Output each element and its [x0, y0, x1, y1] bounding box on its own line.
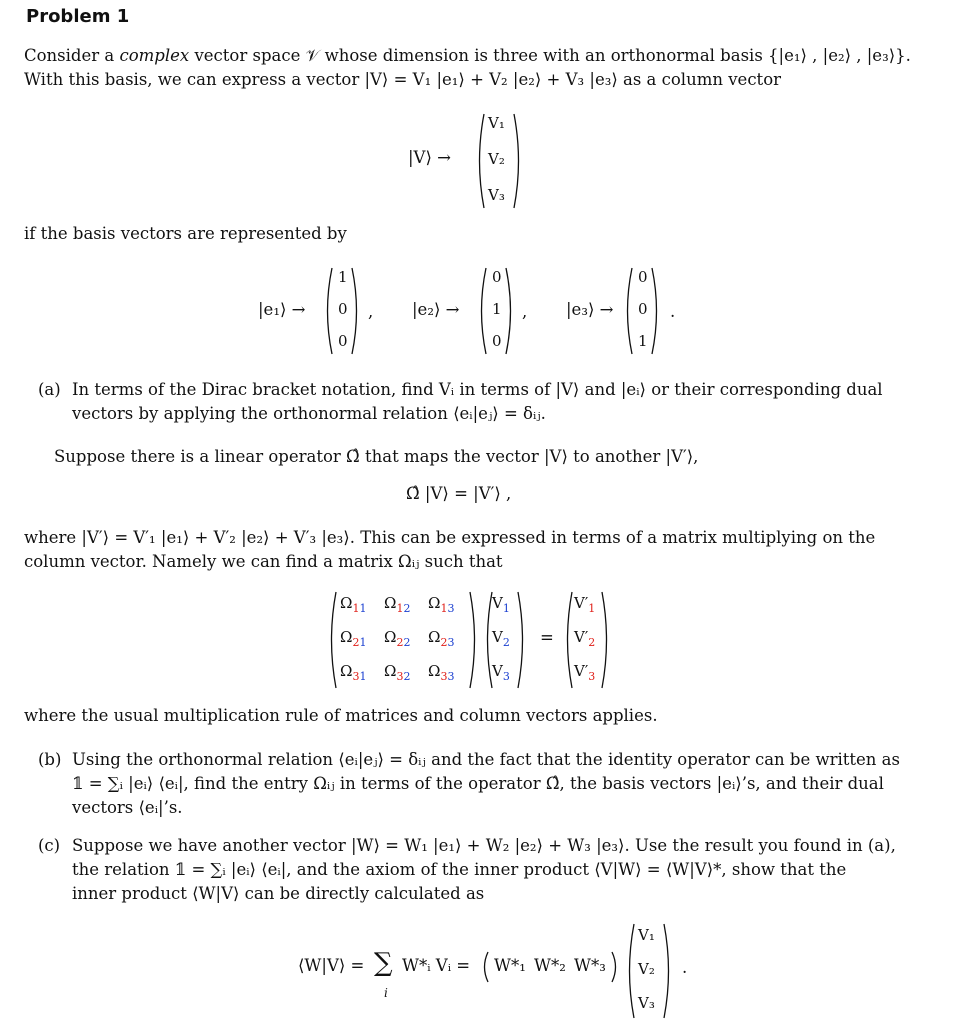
col-entry: V₁ — [488, 114, 505, 132]
part-b-label: (b) — [38, 750, 62, 769]
final-equation — [298, 922, 698, 1020]
vector-entry: $V_3$ — [492, 662, 510, 683]
basis-lhs: |e₂⟩ → — [412, 300, 460, 319]
col-entry: V₂ — [488, 150, 505, 168]
part-b-line-3: vectors ⟨eᵢ|’s. — [72, 798, 183, 817]
paren-right — [516, 590, 528, 690]
matrix-entry: $\Omega_{12}$ — [384, 594, 411, 615]
separator: , — [368, 302, 374, 321]
separator: . — [670, 302, 676, 321]
col-entry: 0 — [638, 300, 648, 318]
row-entry: W*₁ — [494, 956, 526, 975]
operator-equation: Ω̂ |V⟩ = |V′⟩ , — [406, 484, 512, 503]
matrix-entry: $\Omega_{31}$ — [340, 662, 367, 683]
part-b-line-1: Using the orthonormal relation ⟨eᵢ|eⱼ⟩ = δᵢⱼ and the fact that the identity operator can be written as — [72, 750, 900, 769]
paren-right — [350, 266, 362, 356]
vector-entry: $V_1$ — [492, 594, 510, 615]
final-lhs: ⟨W|V⟩ = — [298, 956, 365, 975]
intro-line-1 — [24, 44, 911, 68]
col-entry: 0 — [492, 332, 502, 350]
part-b-line-2: 𝟙 = ∑ᵢ |eᵢ⟩ ⟨eᵢ|, find the entry Ωᵢⱼ in terms of the operator Ω̂, the basis vectors |eᵢ⟩’s, and their dual — [72, 774, 884, 793]
intro-text-c: vector space — [189, 46, 306, 65]
intro-text-a: Consider a — [24, 46, 120, 65]
intro-text-e: whose dimension is three with an orthonormal basis {|e₁⟩ , |e₂⟩ , |e₃⟩}. — [319, 46, 911, 65]
part-c-line-2: the relation 𝟙 = ∑ᵢ |eᵢ⟩ ⟨eᵢ|, and the axiom of the inner product ⟨V|W⟩ = ⟨W|V⟩*, show that the — [72, 860, 847, 879]
part-a-line-2: vectors by applying the orthonormal relation ⟨eᵢ|eⱼ⟩ = δᵢⱼ. — [72, 404, 546, 423]
row-entry: W*₂ — [534, 956, 566, 975]
col-entry: V₁ — [638, 926, 655, 944]
suppose-text: Suppose there is a linear operator Ω̂ that maps the vector |V⟩ to another |V′⟩, — [54, 447, 699, 466]
paren-right — [610, 950, 620, 984]
paren-left — [480, 950, 490, 984]
sum-symbol: ∑ — [374, 948, 393, 978]
basis-lhs: |e₃⟩ → — [566, 300, 614, 319]
matrix-entry: $\Omega_{13}$ — [428, 594, 455, 615]
basis-e2 — [412, 266, 532, 356]
matrix-entry: $\Omega_{23}$ — [428, 628, 455, 649]
result-entry: $V'_1$ — [574, 594, 596, 615]
part-a-line-1: In terms of the Dirac bracket notation, find Vᵢ in terms of |V⟩ and |eᵢ⟩ or their corresponding dual — [72, 380, 883, 399]
where-line-1: where |V′⟩ = V′₁ |e₁⟩ + V′₂ |e₂⟩ + V′₃ |e₃⟩. This can be expressed in terms of a matrix multiplying on the — [24, 528, 876, 547]
paren-left — [622, 266, 634, 356]
matrix-entry: $\Omega_{21}$ — [340, 628, 367, 649]
paren-left — [476, 266, 488, 356]
sum-index: i — [384, 986, 388, 1000]
matrix-equation — [326, 590, 638, 690]
final-period: . — [682, 958, 688, 977]
part-c-label: (c) — [38, 836, 61, 855]
result-entry: $V'_2$ — [574, 628, 596, 649]
equals-sign: = — [540, 628, 554, 647]
paren-left — [474, 112, 486, 210]
paren-right — [662, 922, 674, 1020]
col-entry: V₃ — [638, 994, 655, 1012]
paren-right — [650, 266, 662, 356]
paren-right — [600, 590, 612, 690]
part-c-line-1: Suppose we have another vector |W⟩ = W₁ |e₁⟩ + W₂ |e₂⟩ + W₃ |e₃⟩. Use the result you found in (a), — [72, 836, 896, 855]
col-entry: 1 — [638, 332, 648, 350]
basis-e3 — [566, 266, 686, 356]
col-entry: 0 — [492, 268, 502, 286]
col-entry: V₂ — [638, 960, 655, 978]
paren-left — [562, 590, 574, 690]
result-entry: $V'_3$ — [574, 662, 596, 683]
intro-complex-word: complex — [119, 46, 190, 65]
part-a-label: (a) — [38, 380, 61, 399]
usual-text: where the usual multiplication rule of matrices and column vectors applies. — [24, 706, 658, 725]
col-entry: V₃ — [488, 186, 505, 204]
eq-v-column — [408, 112, 528, 210]
basis-text: if the basis vectors are represented by — [24, 224, 347, 243]
intro-line-2: With this basis, we can express a vector |V⟩ = V₁ |e₁⟩ + V₂ |e₂⟩ + V₃ |e₃⟩ as a column vector — [24, 70, 782, 89]
matrix-entry: $\Omega_{11}$ — [340, 594, 367, 615]
col-entry: 1 — [492, 300, 502, 318]
matrix-entry: $\Omega_{22}$ — [384, 628, 411, 649]
row-entry: W*₃ — [574, 956, 606, 975]
problem-heading: Problem 1 — [26, 6, 130, 27]
col-entry: 0 — [338, 332, 348, 350]
separator: , — [522, 302, 528, 321]
where-line-2: column vector. Namely we can find a matrix Ωᵢⱼ such that — [24, 552, 503, 571]
matrix-entry: $\Omega_{33}$ — [428, 662, 455, 683]
matrix-entry: $\Omega_{32}$ — [384, 662, 411, 683]
paren-left — [624, 922, 636, 1020]
final-middle: W*ᵢ Vᵢ = — [402, 956, 471, 975]
vector-entry: $V_2$ — [492, 628, 510, 649]
eq-v-lhs: |V⟩ → — [408, 148, 451, 167]
col-entry: 0 — [338, 300, 348, 318]
basis-lhs: |e₁⟩ → — [258, 300, 306, 319]
paren-left — [326, 590, 338, 690]
vector-space-symbol: 𝒱 — [305, 46, 320, 65]
col-entry: 1 — [338, 268, 348, 286]
basis-e1 — [258, 266, 378, 356]
paren-right — [468, 590, 480, 690]
paren-right — [512, 112, 524, 210]
col-entry: 0 — [638, 268, 648, 286]
part-c-line-3: inner product ⟨W|V⟩ can be directly calculated as — [72, 884, 485, 903]
paren-left — [322, 266, 334, 356]
paren-right — [504, 266, 516, 356]
